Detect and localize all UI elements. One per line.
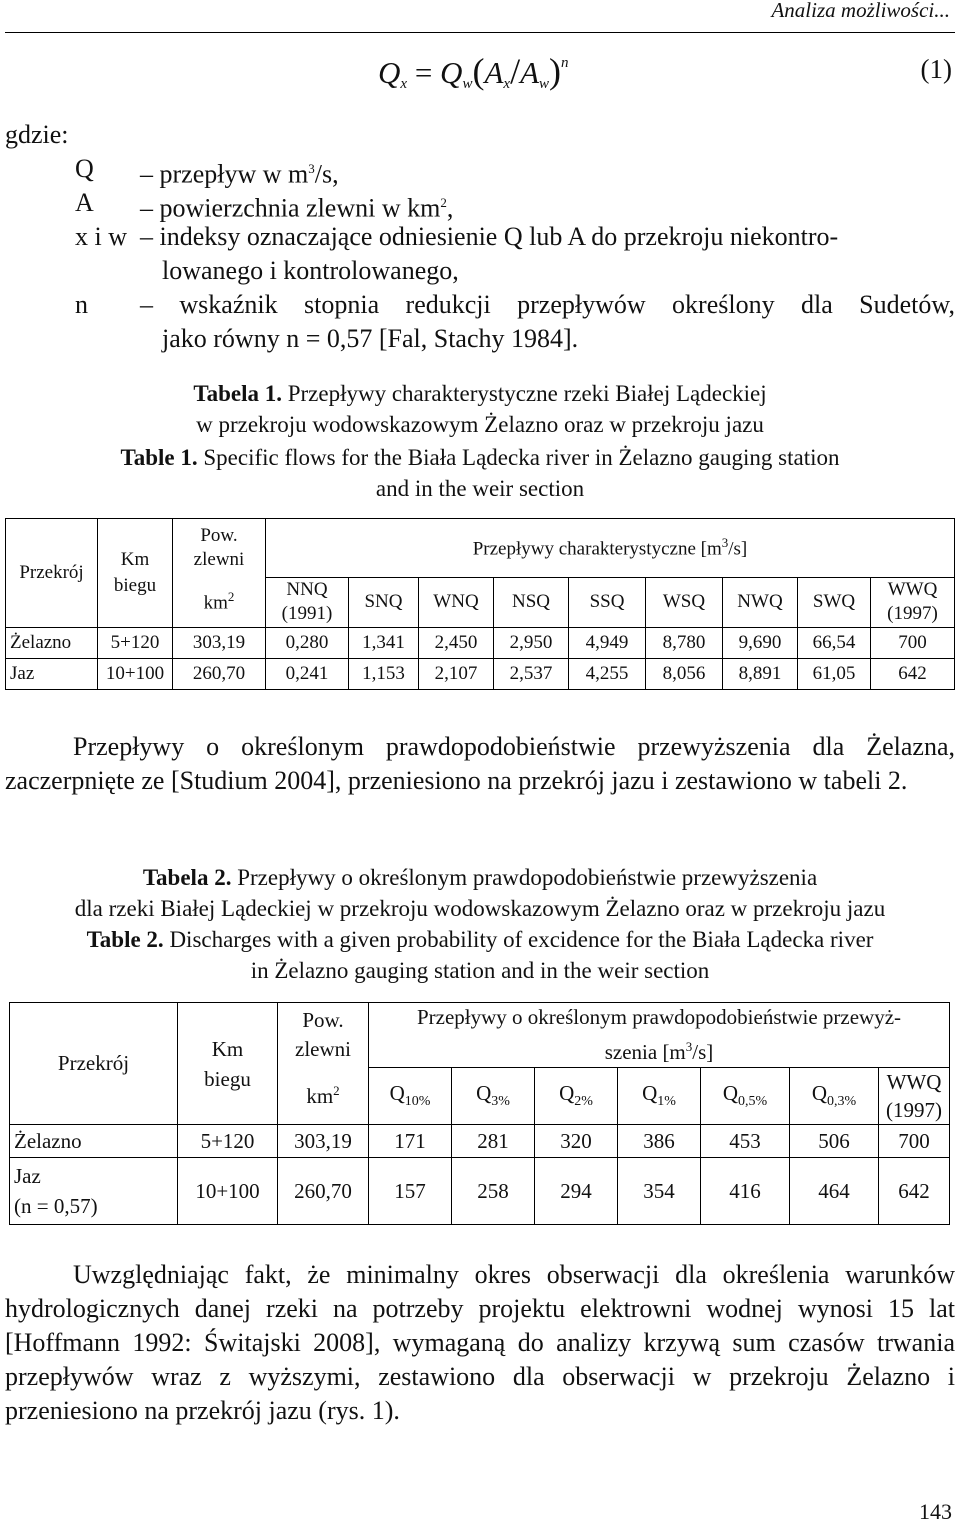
col-header-nsq: NSQ <box>494 577 569 628</box>
table-cell: Jaz <box>6 659 98 690</box>
table-cell: 2,450 <box>419 628 494 659</box>
col-header-km2: $km^2$ <box>173 577 266 628</box>
table2-caption-en-2: in Żelazno gauging station and in the weir section <box>250 958 710 983</box>
table-cell: 66,54 <box>798 628 871 659</box>
def-symbol-n: n <box>75 290 88 319</box>
table-cell: 171 <box>369 1125 452 1158</box>
table-cell: Żelazno <box>6 628 98 659</box>
table-cell: 320 <box>535 1125 618 1158</box>
table-cell: 8,780 <box>646 628 723 659</box>
definitions-intro: gdzie: <box>5 120 69 149</box>
table-cell: 9,690 <box>723 628 798 659</box>
col-header-km2: $km^2$ <box>278 1068 369 1125</box>
col-header-group: Przepływy o określonym prawdopodobieństwie przewyż- szenia $[m^3/s]$ <box>369 1003 950 1068</box>
table1-caption-en-2: and in the weir section <box>375 476 585 501</box>
table-header-row <box>10 1003 950 1068</box>
formula-1: $Q_x = Q_w(A_x/A_w)^n$ <box>378 51 569 92</box>
table-cell: 260,70 <box>173 659 266 690</box>
col-header-wsq: WSQ <box>646 577 723 628</box>
col-header-nwq: NWQ <box>723 577 798 628</box>
table-cell: 700 <box>879 1125 950 1158</box>
table-cell: 5+120 <box>178 1125 278 1158</box>
col-header-swq: SWQ <box>798 577 871 628</box>
def-text-n: – wskaźnik stopnia redukcji przepływów określony dla Sudetów, <box>140 290 955 319</box>
def-symbol-q: Q <box>75 154 94 183</box>
table-cell: 260,70 <box>278 1158 369 1225</box>
table-cell: 1,153 <box>349 659 419 690</box>
table-cell: 700 <box>871 628 955 659</box>
col-header-q05: $Q_{0,5\%}$ <box>701 1068 790 1125</box>
table-cell: 8,891 <box>723 659 798 690</box>
table-cell: 4,255 <box>569 659 646 690</box>
table-row <box>10 1158 950 1225</box>
table-cell: 386 <box>618 1125 701 1158</box>
table-cell: Jaz (n = 0,57) <box>10 1158 178 1225</box>
table-cell: 294 <box>535 1158 618 1225</box>
col-header-nnq: NNQ (1991) <box>266 577 349 628</box>
body-paragraph-1: Przepływy o określonym prawdopodobieństwie przewyższenia dla Żelazna, zaczerpnięte ze [Studium 2004], przeniesiono na przekrój jazu i zestawiono w tabeli 2. <box>5 732 955 795</box>
table-cell: 10+100 <box>98 659 173 690</box>
table2-caption-pl-2: dla rzeki Białej Lądeckiej w przekroju wodowskazowym Żelazno oraz w przekroju jazu <box>74 896 886 921</box>
table-cell: 61,05 <box>798 659 871 690</box>
table-cell: 2,537 <box>494 659 569 690</box>
table-cell: 303,19 <box>173 628 266 659</box>
col-header-wwq: WWQ (1997) <box>879 1068 950 1125</box>
col-header-pow: Pow. zlewni <box>173 519 266 578</box>
col-header-przekroj: Przekrój <box>6 519 98 628</box>
col-header-q10: $Q_{10\%}$ <box>369 1068 452 1125</box>
table1 <box>5 518 955 690</box>
col-header-ssq: SSQ <box>569 577 646 628</box>
table-cell: Żelazno <box>10 1125 178 1158</box>
table-cell: 354 <box>618 1158 701 1225</box>
def-symbol-xw: x i w <box>75 222 127 251</box>
table-cell: 0,280 <box>266 628 349 659</box>
def-text-q: – przepływ w $m^3/s$, <box>140 159 339 189</box>
table-header-row <box>6 519 955 578</box>
table-cell: 642 <box>871 659 955 690</box>
table-cell: 258 <box>452 1158 535 1225</box>
table-cell: 464 <box>790 1158 879 1225</box>
col-header-pow: Pow. zlewni <box>278 1003 369 1068</box>
col-header-wwq: WWQ (1997) <box>871 577 955 628</box>
table2 <box>9 1002 950 1225</box>
table-row <box>10 1125 950 1158</box>
table2-caption-pl-1: Tabela 2. Przepływy o określonym prawdopodobieństwie przewyższenia <box>142 865 818 890</box>
def-text-n-cont: jako równy n = 0,57 [Fal, Stachy 1984]. <box>162 324 579 353</box>
def-text-xw-cont: lowanego i kontrolowanego, <box>162 256 459 285</box>
table-cell: 506 <box>790 1125 879 1158</box>
col-header-wnq: WNQ <box>419 577 494 628</box>
table-cell: 281 <box>452 1125 535 1158</box>
table-cell: 303,19 <box>278 1125 369 1158</box>
table-cell: 0,241 <box>266 659 349 690</box>
table-cell: 453 <box>701 1125 790 1158</box>
col-header-q03: $Q_{0,3\%}$ <box>790 1068 879 1125</box>
table-row <box>6 628 955 659</box>
table-row <box>6 659 955 690</box>
table-cell: 642 <box>879 1158 950 1225</box>
table1-caption-pl-2: w przekroju wodowskazowym Żelazno oraz w przekroju jazu <box>196 412 764 437</box>
running-header: Analiza możliwości... <box>771 0 950 22</box>
col-header-przekroj: Przekrój <box>10 1003 178 1125</box>
table1-caption-pl-1: Tabela 1. Przepływy charakterystyczne rzeki Białej Lądeckiej <box>193 381 767 406</box>
table-cell: 157 <box>369 1158 452 1225</box>
table2-caption-en-1: Table 2. Discharges with a given probability of excidence for the Biała Lądecka river <box>86 927 874 952</box>
body-paragraph-2: Uwzględniając fakt, że minimalny okres obserwacji dla określenia warunków hydrologicznych danej rzeki na potrzeby projektu elektrowni wodnej wynosi 15 lat [Hoffmann 1992: Świtajski 2008], wymaganą do analizy krzywą sum czasów trwania przepływów wraz z wyższymi, zestawiono dla obserwacji w przekroju Żelazno i przeniesiono na przekrój jazu (rys. 1). <box>5 1260 955 1425</box>
table-cell: 2,107 <box>419 659 494 690</box>
col-header-group: Przepływy charakterystyczne $[m^3/s]$ <box>266 519 955 578</box>
table-cell: 10+100 <box>178 1158 278 1225</box>
def-symbol-a: A <box>75 188 94 217</box>
def-text-xw: – indeksy oznaczające odniesienie Q lub A do przekroju niekontro- <box>140 222 839 251</box>
table-cell: 4,949 <box>569 628 646 659</box>
equation-number: (1) <box>920 54 952 84</box>
table1-caption-en-1: Table 1. Specific flows for the Biała Lądecka river in Żelazno gauging station <box>120 445 840 470</box>
col-header-q3: $Q_{3\%}$ <box>452 1068 535 1125</box>
table-cell: 1,341 <box>349 628 419 659</box>
table-cell: 8,056 <box>646 659 723 690</box>
col-header-km: Km biegu <box>178 1003 278 1125</box>
col-header-q1: $Q_{1\%}$ <box>618 1068 701 1125</box>
table-cell: 2,950 <box>494 628 569 659</box>
def-text-a: – powierzchnia zlewni w $km^2$, <box>140 193 454 223</box>
col-header-snq: SNQ <box>349 577 419 628</box>
page-number: 143 <box>919 1499 952 1524</box>
header-rule <box>5 32 955 33</box>
table-cell: 5+120 <box>98 628 173 659</box>
col-header-km: Km biegu <box>98 519 173 628</box>
col-header-q2: $Q_{2\%}$ <box>535 1068 618 1125</box>
table-cell: 416 <box>701 1158 790 1225</box>
